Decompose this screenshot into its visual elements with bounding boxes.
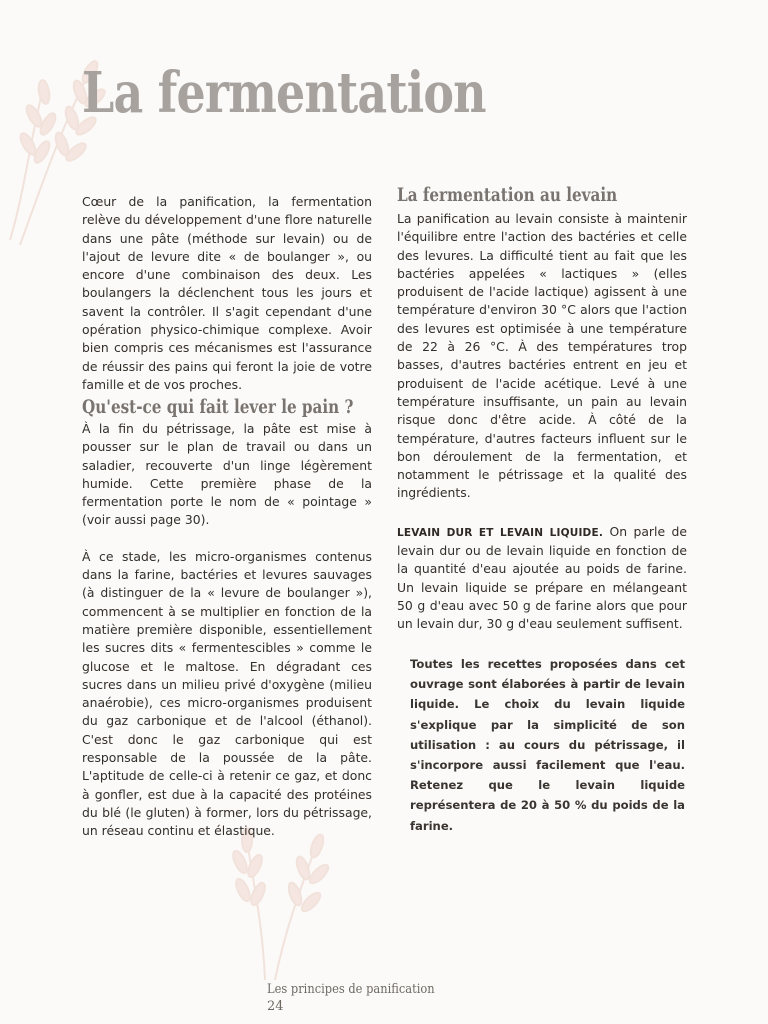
footer-section-title: Les principes de panification [267, 982, 435, 997]
recipe-note: Toutes les recettes proposées dans cet ouvrage sont élaborées à partir de levain liquide. Le choix du levain liquide s'explique par la simplicité de son utilisation : au cours du pétrissage, il s'incorpore aussi facilement que l'eau. Retenez que le levain liquide représentera de 20 à 50 % du poids de la farine. [410, 657, 685, 833]
section-levain-body [397, 210, 687, 634]
levain-paragraph-2-text: On parle de levain dur ou de levain liquide en fonction de la quantité d'eau ajoutée au poids de farine. Un levain liquide se prépare en mélangeant 50 g d'eau avec 50 g de farine alors que pour un levain dur, 30 g d'eau seulement suffisent. [397, 523, 687, 632]
intro-text: Cœur de la panification, la fermentation relève du développement d'une flore naturelle dans une pâte (méthode sur levain) ou de l'ajout de levure dite « de boulanger », ou encore d'une combinaison des deux. Les boulangers la déclenchent tous les jours et savent la contrôler. Il s'agit cependant d'une opération physico-chimique complexe. Avoir bien compris ces mécanismes est l'assurance de réussir des pains qui feront la joie de votre famille et de vos proches. [82, 194, 372, 392]
levain-paragraph-1: La panification au levain consiste à maintenir l'équilibre entre l'action des bactéries et celle des levures. La difficulté tient au fait que les bactéries appelées « lactiques » (elles produisent de l'acide lactique) agissent à une température d'environ 30 °C alors que l'action des levures est optimisée à une température de 22 à 26 °C. À des températures trop basses, d'autres bactéries entrent en jeu et produisent de l'acide acétique. Levé à une température insuffisante, un pain au levain risque donc d'être acide. À côté de la température, d'autres facteurs influent sur le bon déroulement de la fermentation, et notamment le pétrissage et la qualité des ingrédients. [397, 211, 687, 501]
section-pain-body [82, 420, 372, 841]
levain-runin-heading: LEVAIN DUR ET LEVAIN LIQUIDE. [397, 526, 604, 539]
page-title: La fermentation [82, 60, 486, 126]
intro-paragraph [82, 193, 372, 394]
page-number: 24 [267, 999, 284, 1014]
levain-paragraph-2 [397, 523, 687, 634]
pain-paragraph-1: À la fin du pétrissage, la pâte est mise à pousser sur le plan de travail ou dans un saladier, recouverte d'un linge légèrement humide. Cette première phase de la fermentation porte le nom de « pointage » (voir aussi page 30). [82, 421, 372, 528]
section-heading-pain: Qu'est-ce qui fait lever le pain ? [82, 396, 354, 418]
pain-paragraph-2: À ce stade, les micro-organismes contenus dans la farine, bactéries et levures sauvages (à distinguer de la « levure de boulanger »), commencent à se multiplier en fonction de la matière première disponible, essentiellement les sucres dits « fermentescibles » comme le glucose et le maltose. En dégradant ces sucres dans un milieu privé d'oxygène (milieu anaérobie), ces micro-organismes produisent du gaz carbonique et de l'alcool (éthanol). C'est donc le gaz carbonique qui est responsable de la poussée de la pâte. L'aptitude de celle-ci à retenir ce gaz, et donc à gonfler, est due à la capacité des protéines du blé (le gluten) à former, lors du pétrissage, un réseau continu et élastique. [82, 548, 372, 839]
section-heading-levain: La fermentation au levain [397, 184, 618, 206]
